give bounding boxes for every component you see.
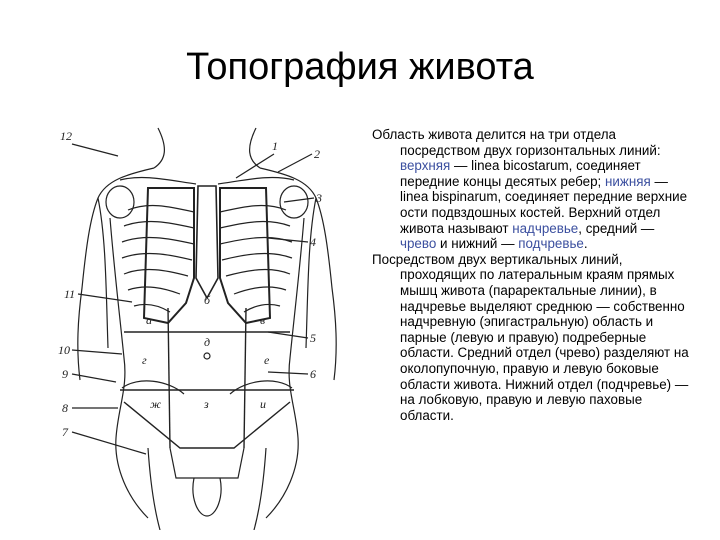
text-segment: и нижний — xyxy=(436,236,519,252)
right-pararectal-line xyxy=(244,308,246,448)
text-segment: — linea bicostarum, соединяет передние концы десятых ребер; xyxy=(400,158,641,189)
text-segment: . xyxy=(583,236,588,252)
figure-label-12: 12 xyxy=(60,129,72,143)
sternum xyxy=(196,186,218,298)
figure-label-7: 7 xyxy=(62,425,68,439)
abdomen-topography-illustration xyxy=(58,118,356,530)
pelvis-outline xyxy=(122,381,292,394)
left-arm-inner xyxy=(98,198,108,348)
left-humerus-head xyxy=(106,186,134,218)
term-hypogastrium: подчревье xyxy=(518,236,584,252)
figure-label-1: 1 xyxy=(272,139,278,153)
figure-label-9: 9 xyxy=(62,367,68,381)
figure-label-2: 2 xyxy=(314,147,320,161)
region-label-a: а xyxy=(146,313,152,327)
region-label-b: б xyxy=(204,293,211,307)
region-label-z: з xyxy=(204,397,209,411)
right-clavicle xyxy=(218,177,294,184)
description-text xyxy=(372,127,692,423)
slide-title: Топография живота xyxy=(186,46,534,88)
text-segment: Область живота делится на три отдела посредством двух горизонтальных линий: xyxy=(372,127,661,158)
neck-outline xyxy=(154,128,260,168)
paragraph-regions-vertical: Посредством двух вертикальных линий, проходящих по латеральным краям прямых мышц живота (параректальные линии), в надчревье выделяют среднюю — собственно надчревную (эпигастральную) область и парные (левую и правую) подреберные области. Средний отдел (чрево) разделяют на околопупочную, правую и левую боковые области живота. Нижний отдел (подчревье) — на лобковую, правую и левую паховые области. xyxy=(372,251,689,423)
text-segment: — linea bispinarum, соединяет передние верхние ости подвздошных костей. Верхний отдел живота называют xyxy=(400,173,688,236)
navel xyxy=(204,353,210,359)
region-label-v: в xyxy=(260,313,266,327)
figure-label-5: 5 xyxy=(310,331,316,345)
genital-outline xyxy=(193,478,221,516)
region-label-g: г xyxy=(142,353,147,367)
term-lower: нижняя xyxy=(605,173,651,189)
figure-label-10: 10 xyxy=(58,343,70,357)
right-thigh xyxy=(254,448,266,530)
trunk-right-outline xyxy=(266,218,304,518)
region-label-i: и xyxy=(260,397,266,411)
figure-label-6: 6 xyxy=(310,367,316,381)
figure-label-4: 4 xyxy=(310,235,316,249)
left-thigh xyxy=(148,448,160,530)
text-segment: , средний — xyxy=(578,220,655,236)
figure-label-8: 8 xyxy=(62,401,68,415)
paragraph-regions-horizontal xyxy=(372,127,692,252)
figure-label-11: 11 xyxy=(64,287,76,301)
left-clavicle xyxy=(120,177,196,184)
left-pararectal-line xyxy=(168,308,170,448)
right-arm-inner xyxy=(306,198,316,348)
term-upper: верхняя xyxy=(400,158,451,174)
term-mesogastrium: чрево xyxy=(400,236,437,252)
region-label-e: е xyxy=(264,353,270,367)
pubic-region xyxy=(170,448,244,478)
term-epigastrium: надчревье xyxy=(512,220,579,236)
trunk-left-outline xyxy=(110,218,148,518)
region-label-d: д xyxy=(204,335,211,349)
left-shoulder-outline xyxy=(78,168,154,380)
region-label-zh: ж xyxy=(150,397,162,411)
figure-label-3: 3 xyxy=(316,191,322,205)
